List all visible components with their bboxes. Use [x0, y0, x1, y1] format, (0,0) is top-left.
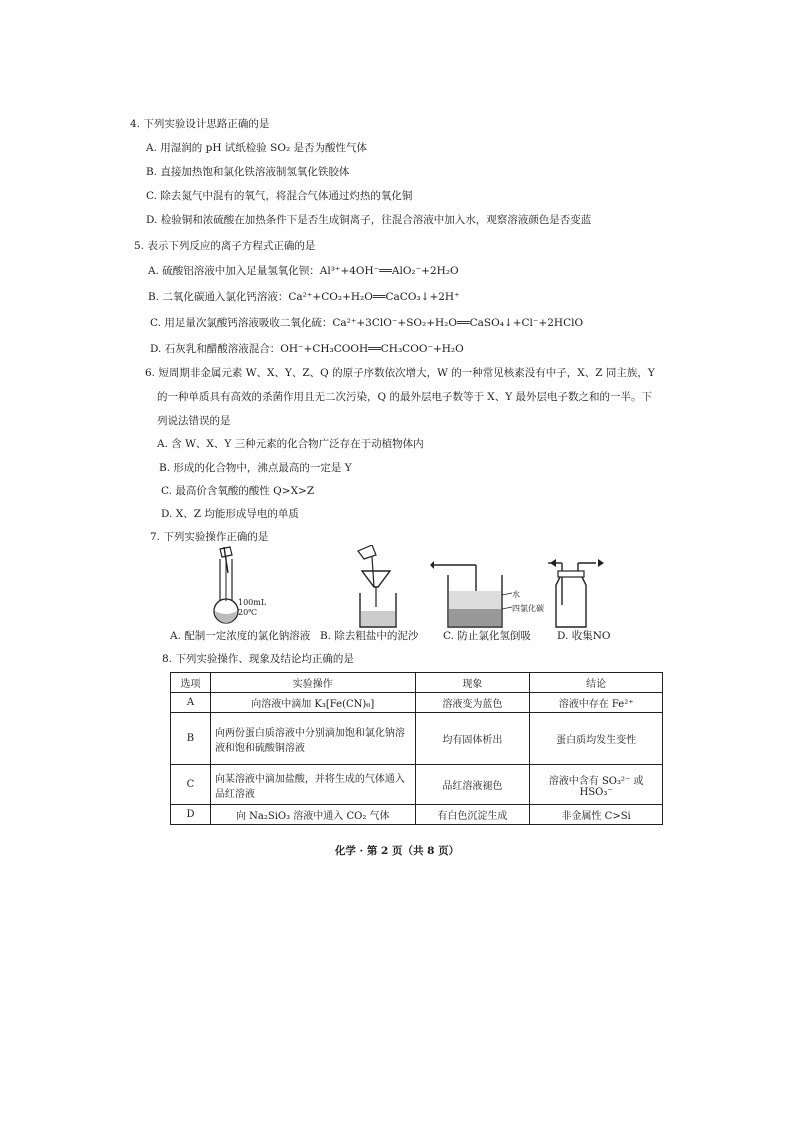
table-row	[171, 805, 663, 825]
q6-option-a: A. 含 W、X、Y 三种元素的化合物广泛存在于动植物体内	[157, 438, 424, 450]
q8-stem: 8. 下列实验操作、现象及结论均正确的是	[162, 653, 354, 665]
table-row	[171, 713, 663, 765]
q7-option-c: C. 防止氯化氢倒吸	[443, 630, 531, 642]
row-option: C	[171, 765, 211, 805]
row-phenomenon: 溶液变为蓝色	[415, 693, 530, 713]
page-footer: 化学 · 第 2 页（共 8 页）	[334, 845, 460, 857]
q7-option-d: D. 收集NO	[557, 630, 611, 642]
q7-stem: 7. 下列实验操作正确的是	[150, 531, 269, 543]
q7-option-a: A. 配制一定浓度的氯化钠溶液	[170, 630, 311, 642]
row-conclusion: 溶液中含有 SO₃²⁻ 或 HSO₃⁻	[530, 765, 663, 805]
table-row	[171, 693, 663, 713]
q7-option-b: B. 除去粗盐中的泥沙	[320, 630, 419, 642]
row-operation: 向溶液中滴加 K₃[Fe(CN)₆]	[210, 693, 415, 713]
table-header-row	[171, 673, 663, 693]
q5-option-b: B. 二氧化碳通入氯化钙溶液：Ca²⁺+CO₂+H₂O══CaCO₃↓+2H⁺	[148, 291, 460, 303]
row-conclusion: 蛋白质均发生变性	[530, 713, 663, 765]
q4-stem: 4. 下列实验设计思路正确的是	[130, 118, 270, 130]
water-label: 水	[512, 590, 520, 599]
row-conclusion: 溶液中存在 Fe²⁺	[530, 693, 663, 713]
row-operation: 向两份蛋白质溶液中分别滴加饱和氯化钠溶 液和饱和硫酸铜溶液	[210, 713, 415, 765]
q5-option-d: D. 石灰乳和醋酸溶液混合：OH⁻+CH₃COOH══CH₃COO⁻+H₂O	[150, 343, 464, 355]
q4-option-b: B. 直接加热饱和氯化铁溶液制氢氧化铁胶体	[146, 166, 350, 178]
row-operation: 向 Na₂SiO₃ 溶液中通入 CO₂ 气体	[210, 805, 415, 825]
row-option: A	[171, 693, 211, 713]
row-option: D	[171, 805, 211, 825]
q6-stem-line1: 6. 短周期非金属元素 W、X、Y、Z、Q 的原子序数依次增大，W 的一种常见核素没有中子，X、Z 同主族，Y	[145, 367, 655, 379]
q4-option-a: A. 用湿润的 pH 试纸检验 SO₂ 是否为酸性气体	[146, 142, 367, 154]
row-option: B	[171, 713, 211, 765]
q4-option-d: D. 检验铜和浓硫酸在加热条件下是否生成铜离子，往混合溶液中加入水，观察溶液颜色是否变蓝	[146, 214, 592, 226]
row-conclusion: 非金属性 C>Si	[530, 805, 663, 825]
q6-option-b: B. 形成的化合物中，沸点最高的一定是 Y	[159, 462, 352, 474]
q5-option-c: C. 用足量次氯酸钙溶液吸收二氧化硫：Ca²⁺+3ClO⁻+SO₂+H₂O══CaSO₄↓+Cl⁻+2HClO	[150, 317, 584, 329]
figure-anti-backflow	[430, 545, 520, 630]
q4-option-c: C. 除去氮气中混有的氧气，将混合气体通过灼热的氧化铜	[146, 190, 413, 202]
header-conclusion: 结论	[530, 673, 663, 693]
header-operation: 实验操作	[210, 673, 415, 693]
row-phenomenon: 有白色沉淀生成	[415, 805, 530, 825]
row-phenomenon: 均有固体析出	[415, 713, 530, 765]
experiment-table	[170, 672, 663, 825]
q6-option-d: D. X、Z 均能形成导电的单质	[161, 508, 299, 520]
row-phenomenon: 品红溶液褪色	[415, 765, 530, 805]
flask-volume-label: 100mL	[238, 598, 267, 607]
table-row	[171, 765, 663, 805]
q5-stem: 5. 表示下列反应的离子方程式正确的是	[134, 240, 316, 252]
row-operation: 向某溶液中滴加盐酸，并将生成的气体通入 品红溶液	[210, 765, 415, 805]
figure-gas-bottle	[548, 545, 608, 630]
q6-option-c: C. 最高价含氧酸的酸性 Q>X>Z	[161, 485, 315, 497]
header-phenomenon: 现象	[415, 673, 530, 693]
header-option: 选项	[171, 673, 211, 693]
q6-stem-line3: 列说法错误的是	[157, 415, 231, 427]
q6-stem-line2: 的一种单质具有高效的杀菌作用且无二次污染，Q 的最外层电子数等于 X、Y 最外层电子数之和的一半。下	[157, 391, 653, 403]
figure-filtration	[352, 545, 412, 630]
ccl4-label: 四氯化碳	[512, 604, 544, 613]
q5-option-a: A. 硫酸铝溶液中加入足量氢氧化钡：Al³⁺+4OH⁻══AlO₂⁻+2H₂O	[148, 265, 459, 277]
flask-temperature-label: 20℃	[238, 608, 258, 617]
